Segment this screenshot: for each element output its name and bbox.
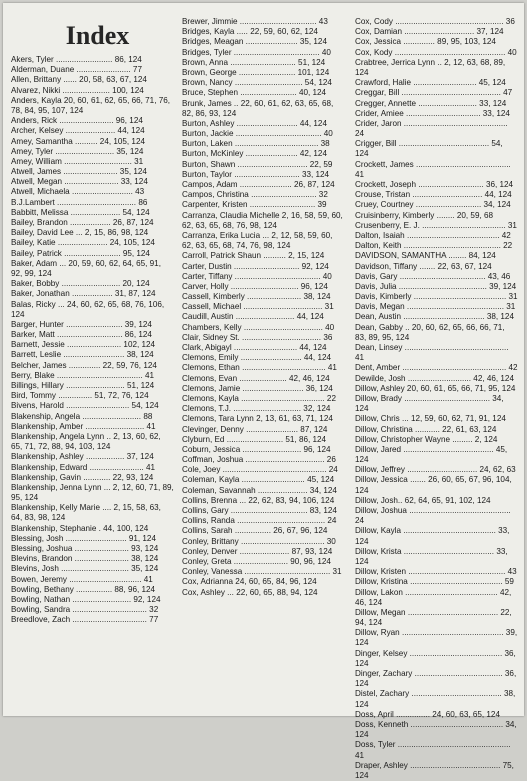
index-entry: Crusenberry, E. J. ..................................... 31 bbox=[355, 220, 517, 230]
index-entry: Crawford, Halie ............................ 45, 124 bbox=[355, 78, 506, 88]
index-entry: Blankenship, Ashley ................. 37, 124 bbox=[11, 452, 154, 462]
index-entry: Barker, Matt ............................. 86, 124 bbox=[11, 330, 152, 340]
index-entry: Dillow, Krista ........................................ 33, 124 bbox=[355, 546, 508, 566]
index-entry: Atwell, Megan ........................ 33, 124 bbox=[11, 177, 148, 187]
index-entry: Amey, Samantha .......... 24, 105, 124 bbox=[11, 136, 145, 146]
index-column-3 bbox=[355, 17, 518, 781]
index-entry: B.J.Lambert ................................... 86 bbox=[11, 197, 148, 207]
index-entry: Cox, Damian ............................... 37, 124 bbox=[355, 27, 504, 37]
index-entry: Crigger, Bill ........................................ 54, 124 bbox=[355, 139, 503, 159]
index-entry: Bailey, Patrick ......................... 95, 124 bbox=[11, 248, 150, 258]
index-entry: Clemons, Tara Lynn 2, 13, 61, 63, 71, 124 bbox=[182, 414, 333, 424]
index-entry: Doss, April ............... 24, 60, 63, 65, 124 bbox=[355, 709, 500, 719]
index-entry: Collins, Gary .................................. 83, 124 bbox=[182, 506, 337, 515]
index-entry: Blessing, Josh ........................... 91, 124 bbox=[11, 533, 156, 543]
index-entry: Bivens, Harold ............................ 54, 124 bbox=[11, 401, 159, 411]
index-entry: Conley, Brittany ..................................... 30 bbox=[182, 536, 336, 546]
index-entry: Dean, Linsey .............................................. 41 bbox=[355, 343, 509, 363]
index-entry: Dillow, Kayla ......................................... 33, 124 bbox=[355, 526, 510, 546]
index-entry: Baker, Adam ... 20, 59, 60, 62, 64, 65, 91, 92, 99, 124 bbox=[11, 258, 161, 278]
index-entry: Archer, Kelsey ...................... 44, 124 bbox=[11, 126, 145, 136]
index-entry: Brunk, James .. 22, 60, 61, 62, 63, 65, 68, 82, 86, 93, 124 bbox=[182, 98, 334, 118]
index-entry: Blessing, Joshua ........................ 93, 124 bbox=[11, 544, 159, 553]
index-entry: Crabtree, Jerrica Lynn .. 2, 12, 63, 68, 89, 124 bbox=[355, 57, 506, 77]
index-entry: Brown, Anna ............................. 51, 124 bbox=[182, 57, 326, 67]
index-entry: Crockett, James .......................................... 41 bbox=[355, 159, 511, 179]
index-entry: Burton, Laken ..................................... 38 bbox=[182, 139, 330, 149]
index-entry: Blankenship, Stephanie . 44, 100, 124 bbox=[11, 523, 149, 533]
index-entry: Bowen, Jeremy ................................ 41 bbox=[11, 574, 153, 584]
index-entry: Blankenship, Amber .......................... 41 bbox=[11, 421, 156, 431]
index-entry: Cox, Kody ................................................. 40 bbox=[355, 47, 517, 57]
index-entry: Campos, Adam ....................... 26, 87, 124 bbox=[182, 180, 335, 189]
index-entry: Conley, Greta ........................ 90, 96, 124 bbox=[182, 556, 331, 566]
index-entry: Cox, Cody ................................................ 36 bbox=[355, 17, 515, 26]
index-entry: Campos, Christina ............................. 32 bbox=[182, 190, 328, 200]
index-entry: Dillow, Jared ........................................ 45, 124 bbox=[355, 444, 508, 465]
index-entry: Crider, Amiee ................................. 33, 124 bbox=[355, 108, 510, 118]
index-entry: Carpenter, Kristen ............................. 39 bbox=[182, 200, 327, 210]
index-entry: Cruisinberry, Kimberly ........ 20, 59, 68 bbox=[355, 210, 494, 220]
index-entry: Bailey, Katie ...................... 24, 105, 124 bbox=[11, 238, 155, 248]
index-entry: Clemons, Jamie ........................... 36, 124 bbox=[182, 383, 333, 393]
index-entry: Caudill, Austin .......................... 44, 124 bbox=[182, 312, 324, 322]
index-entry: Clark, Abigayl ............................ 44, 124 bbox=[182, 343, 327, 352]
index-entry: Creggar, Bill ............................................ 47 bbox=[355, 88, 513, 98]
index-entry: Bailey, David Lee ... 2, 15, 86, 98, 124 bbox=[11, 228, 149, 238]
index-entry: Billings, Hillary .......................... 51, 124 bbox=[11, 381, 155, 390]
index-entry: Dillow, Christina ........... 22, 61, 63, 124 bbox=[355, 424, 497, 434]
index-entry: Cox, Adrianna 24, 60, 65, 84, 96, 124 bbox=[182, 577, 317, 587]
index-entry: Davis, Gary ...................................... 43, 46 bbox=[355, 271, 511, 281]
index-column-1 bbox=[11, 17, 174, 626]
index-entry: Dean, Gabby .. 20, 60, 62, 65, 66, 66, 71, 83, 89, 95, 124 bbox=[355, 322, 505, 342]
index-entry: Clemons, Kayla ..................................... 22 bbox=[182, 393, 336, 403]
index-entry: Collins, Randa ....................................... 24 bbox=[182, 516, 337, 526]
index-entry: Dillow, Kristen ........................................... 43 bbox=[355, 567, 517, 577]
index-entry: Amey, Tyler .......................... 35, 124 bbox=[11, 146, 144, 156]
index-entry: Dillow, Ryan ............................................. 39, 124 bbox=[355, 628, 518, 648]
index-entry: Carver, Holly .............................. 96, 124 bbox=[182, 281, 328, 291]
index-entry: Anders, Kayla 20, 60, 61, 62, 65, 66, 71, 76, 78, 84, 95, 107, 124 bbox=[11, 95, 171, 115]
index-entry: Dillow, Joshua ............................................. 24 bbox=[355, 506, 511, 526]
index-entry: Davis, Julia ....................................... 39, 124 bbox=[355, 281, 517, 291]
index-entry: Doss, Tyler .................................................. 41 bbox=[355, 740, 511, 760]
index-entry: Dalton, Keith ........................................... 22 bbox=[355, 241, 513, 251]
index-entry: Allen, Brittany ...... 20, 58, 63, 67, 124 bbox=[11, 75, 147, 85]
index-entry: Blankenship, Gavin ............ 22, 93, 124 bbox=[11, 472, 154, 482]
index-entry: Blevins, Josh .............................. 35, 124 bbox=[11, 564, 159, 574]
index-entry: Blankenship, Angela Lynn .. 2, 13, 60, 62, 65, 71, 72, 88, 94, 103, 124 bbox=[11, 431, 161, 452]
index-entry: Clemons, Ethan ..................................... 41 bbox=[182, 363, 337, 373]
index-entry: Blankenship, Jenna Lynn ... 2, 12, 60, 71, 89, 95, 124 bbox=[11, 482, 174, 503]
index-entry: Akers, Tyler ......................... 86, 124 bbox=[11, 55, 142, 64]
index-entry: Dinger, Zachary ....................................... 36, 124 bbox=[355, 669, 517, 689]
index-entry: Carroll, Patrick Shaun .......... 2, 15, 124 bbox=[182, 251, 325, 261]
index-entry: DAVIDSON, SAMANTHA ........ 84, 124 bbox=[355, 251, 496, 261]
index-entry: Dillow, Brady ...................................... 34, 124 bbox=[355, 393, 504, 414]
index-entry: Blankenship, Edward ........................ 41 bbox=[11, 462, 156, 472]
index-entry: Clevinger, Denny ....................... 87, 124 bbox=[182, 424, 328, 434]
index-entry: Bowling, Bethany ................ 88, 96, 124 bbox=[11, 584, 156, 594]
index-entry: Dillow, Josh.. 62, 64, 65, 91, 102, 124 bbox=[355, 495, 491, 505]
index-entry: Berry, Blake ...................................... 41 bbox=[11, 370, 154, 380]
index-entry: Carranza, Claudia Michelle 2, 16, 58, 59, 60, 62, 63, 65, 68, 76, 98, 124 bbox=[182, 210, 343, 230]
index-column-2 bbox=[182, 17, 345, 598]
index-entry: Blakenship, Angela .......................... 88 bbox=[11, 411, 153, 421]
index-entry: Dillow, Megan ........................................ 22, 94, 124 bbox=[355, 607, 512, 628]
index-entry: Clemons, Evan ..................... 42, 46, 124 bbox=[182, 373, 330, 383]
index-entry: Conley, Denver ...................... 87, 93, 124 bbox=[182, 546, 333, 556]
index-entry: Crockett, Joseph ............................. 36, 124 bbox=[355, 180, 514, 189]
index-entry: Dillow, Jessica ....... 26, 60, 65, 67, 96, 104, 124 bbox=[355, 475, 512, 495]
index-entry: Dillow, Kristina ......................................... 59 bbox=[355, 577, 514, 587]
index-entry: Chambers, Kelly ................................... 40 bbox=[182, 322, 335, 332]
index-entry: Clyburn, Ed ......................... 51, 86, 124 bbox=[182, 434, 327, 444]
index-entry: Blevins, Brandon ........................ 38, 124 bbox=[11, 554, 159, 564]
index-entry: Atwell, James ........................ 35, 124 bbox=[11, 167, 147, 177]
index-entry: Crouse, Tristan ............................... 44, 124 bbox=[355, 190, 512, 200]
index-entry: Blankenship, Kelly Marie .... 2, 15, 58, 63, 64, 83, 98, 124 bbox=[11, 503, 161, 523]
index-entry: Conley, Vanessa ...................................... 31 bbox=[182, 567, 342, 577]
index-entry: Dillow, Lakon ......................................... 42, 46, 124 bbox=[355, 587, 512, 607]
index-entry: Bruce, Stephen ......................... 40, 124 bbox=[182, 88, 327, 98]
index-entry: Cox, Jessica .............. 89, 95, 103, 124 bbox=[355, 37, 496, 47]
index-entry: Collins, Brenna ... 22, 62, 83, 94, 106, 124 bbox=[182, 495, 335, 505]
index-entry: Cregger, Annette .......................... 33, 124 bbox=[355, 98, 507, 108]
index-entry: Dinger, Kelsey ......................................... 36, 124 bbox=[355, 648, 516, 668]
index-entry: Dewilde, Josh ............................ 42, 46, 124 bbox=[355, 373, 514, 383]
index-entry: Davidson, Tiffany ....... 22, 63, 67, 124 bbox=[355, 261, 492, 271]
index-entry: Coleman, Savannah ...................... 34, 124 bbox=[182, 485, 337, 495]
index-entry: Bridges, Meagan ....................... 35, 124 bbox=[182, 37, 327, 47]
index-entry: Balas, Ricky ... 24, 60, 62, 65, 68, 76, 106, 124 bbox=[11, 299, 165, 319]
index-entry: Draper, Ashley ........................................ 75, 124 bbox=[355, 760, 514, 780]
index-entry: Crider, Jaron .............................................. 24 bbox=[355, 118, 508, 139]
index-entry: Bridges, Kayla ..... 22, 59, 60, 62, 124 bbox=[182, 27, 318, 37]
index-entry: Carter, Tiffany ...................................... 40 bbox=[182, 271, 332, 281]
index-page bbox=[3, 3, 524, 780]
index-entry: Belcher, James .............. 22, 59, 76, 124 bbox=[11, 360, 157, 370]
index-entry: Amey, William .............................. 31 bbox=[11, 156, 144, 166]
index-entry: Doss, Kenneth ......................................... 34, 124 bbox=[355, 719, 517, 740]
index-entry: Bowling, Nathan .......................... 92, 124 bbox=[11, 594, 161, 604]
index-entry: Bailey, Brandon .................. 26, 87, 124 bbox=[11, 218, 154, 227]
index-entry: Alvarez, Nikki ..................... 100, 124 bbox=[11, 85, 144, 95]
index-entry: Baker, Bobby .......................... 20, 124 bbox=[11, 279, 150, 289]
index-entry: Baker, Jonathan .................. 31, 87, 124 bbox=[11, 289, 156, 299]
index-entry: Clemons, Emily ........................... 44, 124 bbox=[182, 353, 332, 363]
index-entry: Dillow, Chris ... 12, 59, 60, 62, 71, 91, 124 bbox=[355, 414, 506, 424]
index-entry: Distel, Zachary ........................................ 38, 124 bbox=[355, 689, 516, 709]
index-entry: Burton, Ashley ........................... 44, 124 bbox=[182, 118, 327, 128]
index-entry: Clair, Sidney St. ................................... 36 bbox=[182, 332, 333, 342]
index-entry: Bird, Tommy ............... 51, 72, 76, 124 bbox=[11, 391, 149, 401]
index-entry: Dean, Austin .................................... 38, 124 bbox=[355, 312, 514, 322]
index-entry: Cassell, Kimberly ........................ 38, 124 bbox=[182, 292, 331, 302]
index-entry: Cox, Ashley ... 22, 60, 65, 88, 94, 124 bbox=[182, 587, 318, 597]
index-entry: Barnett, Jessie ........................ 102, 124 bbox=[11, 340, 156, 350]
page-title: Index bbox=[65, 21, 130, 50]
index-entry: Davis, Kimberly ......................................... 31 bbox=[355, 292, 518, 302]
index-entry: Burton, Jackie ...................................... 40 bbox=[182, 129, 333, 139]
index-entry: Brown, Nancy .............................. 54, 124 bbox=[182, 78, 332, 88]
index-entry: Bridges, Tyler ...................................... 40 bbox=[182, 47, 331, 57]
index-entry: Bowling, Sandra ................................. 32 bbox=[11, 605, 159, 615]
index-entry: Dalton, Isaiah ......................................... 42 bbox=[355, 230, 511, 240]
index-entry: Cassell, Michael ................................... 31 bbox=[182, 302, 334, 312]
index-entry: Coleman, Kayla ............................ 45, 124 bbox=[182, 475, 335, 485]
index-entry: Dillow, Ashley 20, 60, 61, 65, 66, 71, 95, 124 bbox=[355, 383, 516, 393]
index-entry: Dillow, Christopher Wayne ......... 2, 124 bbox=[355, 434, 498, 444]
index-entry: Carter, Dustin ............................. 92, 124 bbox=[182, 261, 329, 271]
index-entry: Clemons, T.J. .............................. 32, 124 bbox=[182, 404, 331, 414]
index-entry: Cruey, Courtney ............................. 34, 124 bbox=[355, 200, 511, 210]
index-entry: Breedlove, Zach ................................. 77 bbox=[11, 615, 159, 625]
index-entry: Alderman, Duane ........................ 77 bbox=[11, 65, 142, 75]
index-entry: Burton, Taylor ............................. 33, 124 bbox=[182, 169, 330, 179]
index-entry: Dent, Amber .............................................. 42 bbox=[355, 363, 518, 373]
index-entry: Davis, Megan ........................................... 31 bbox=[355, 302, 516, 312]
index-entry: Burton, Shawn ............................... 22, 59 bbox=[182, 159, 333, 169]
index-entry: Brown, George ......................... 101, 124 bbox=[182, 67, 330, 77]
index-entry: Barrett, Leslie ........................... 38, 124 bbox=[11, 350, 154, 360]
index-entry: Atwell, Michaela ........................... 43 bbox=[11, 187, 145, 197]
index-entry: Coffman, Joshua ................................... 26 bbox=[182, 455, 336, 465]
index-entry: Coburn, Jessica .......................... 96, 124 bbox=[182, 444, 331, 454]
index-entry: Burton, McKinley ....................... 42, 124 bbox=[182, 149, 327, 159]
index-entry: Babbitt, Melissa ...................... 54, 124 bbox=[11, 207, 150, 217]
index-entry: Collins, Sarah ................ 26, 67, 96, 124 bbox=[182, 526, 328, 536]
index-entry: Anders, Rick ........................ 96, 124 bbox=[11, 116, 143, 126]
index-entry: Barger, Hunter ......................... 39, 124 bbox=[11, 319, 152, 329]
index-entry: Cole, Joey .............................................. 24 bbox=[182, 465, 338, 475]
index-entry: Brewer, Jimmie .................................. 43 bbox=[182, 17, 328, 26]
index-entry: Carranza, Erika Lucia ... 2, 12, 58, 59, 60, 62, 63, 65, 68, 74, 76, 98, 124 bbox=[182, 230, 333, 251]
index-entry: Dillow, Jeffrey ............................... 24, 62, 63 bbox=[355, 465, 516, 475]
